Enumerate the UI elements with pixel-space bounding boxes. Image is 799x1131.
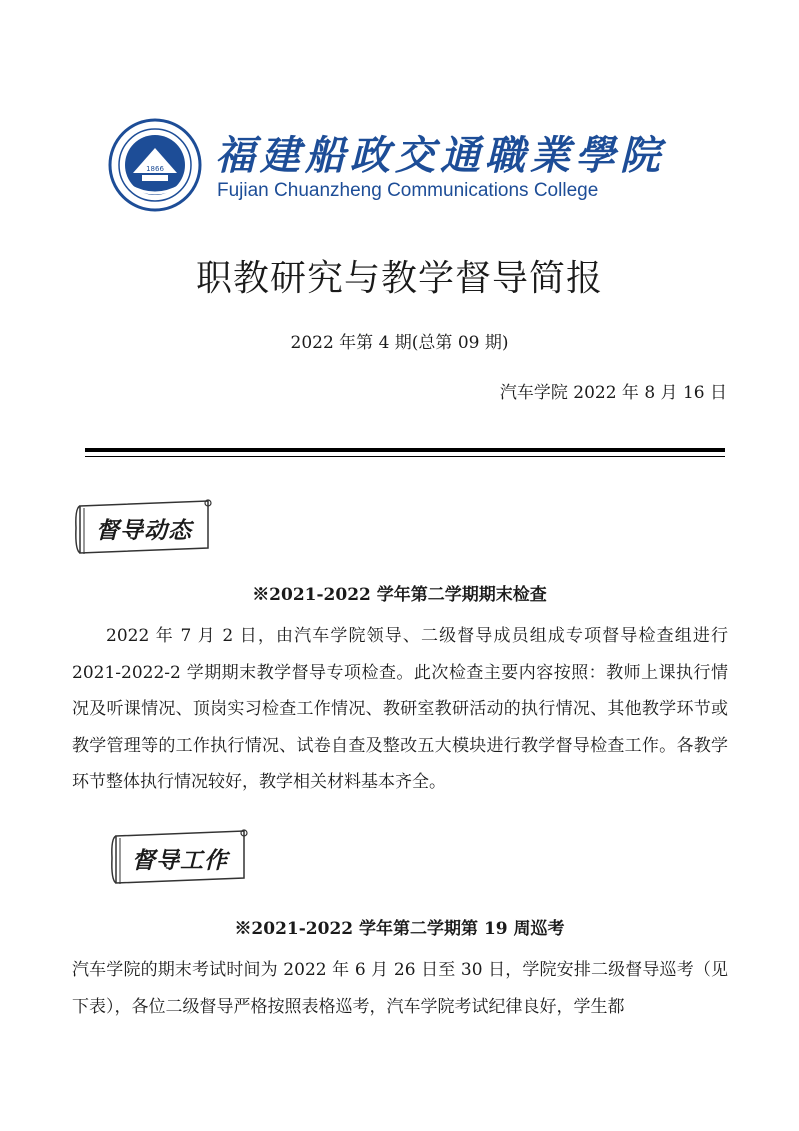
bulletin-title: 职教研究与教学督导简报 xyxy=(195,258,603,299)
college-name-cn: 福建船政交通職業學院 xyxy=(215,132,665,179)
section-tag-scroll xyxy=(74,498,204,556)
header-divider-thin xyxy=(85,456,725,457)
header-divider-thick xyxy=(85,448,725,452)
section-tag-label: 督导动态 xyxy=(96,518,192,544)
issue-number: 2022 年第 4 期(总第 09 期) xyxy=(290,333,509,353)
college-emblem xyxy=(108,118,202,212)
college-name-en: Fujian Chuanzheng Communications College xyxy=(217,180,599,201)
publish-date: 汽车学院 2022 年 8 月 16 日 xyxy=(499,383,727,403)
emblem-year: 1866 xyxy=(146,165,164,173)
section-tag-label: 督导工作 xyxy=(132,848,228,874)
section-heading: ※2021-2022 学年第二学期第 19 周巡考 xyxy=(234,919,565,939)
section-heading: ※2021-2022 学年第二学期期末检查 xyxy=(252,585,547,605)
section-body: 2022 年 7 月 2 日，由汽车学院领导、二级督导成员组成专项督导检查组进行 2021-2022-2 学期期末教学督导专项检查。此次检查主要内容按照：教师上课执行情况及听课情况、顶岗实习检查工作情况、教研室教研活动的执行情况、其他教学环节或教学管理等的工作执行情况、试卷自查及整改五大模块进行教学督导检查工作。各教学环节整体执行情况较好，教学相关材料基本齐全。 xyxy=(72,626,728,792)
section-body: 汽车学院的期末考试时间为 2022 年 6 月 26 日至 30 日，学院安排二级督导巡考（见下表），各位二级督导严格按照表格巡考，汽车学院考试纪律良好，学生都 xyxy=(72,960,728,1017)
section-tag-scroll xyxy=(110,828,240,886)
